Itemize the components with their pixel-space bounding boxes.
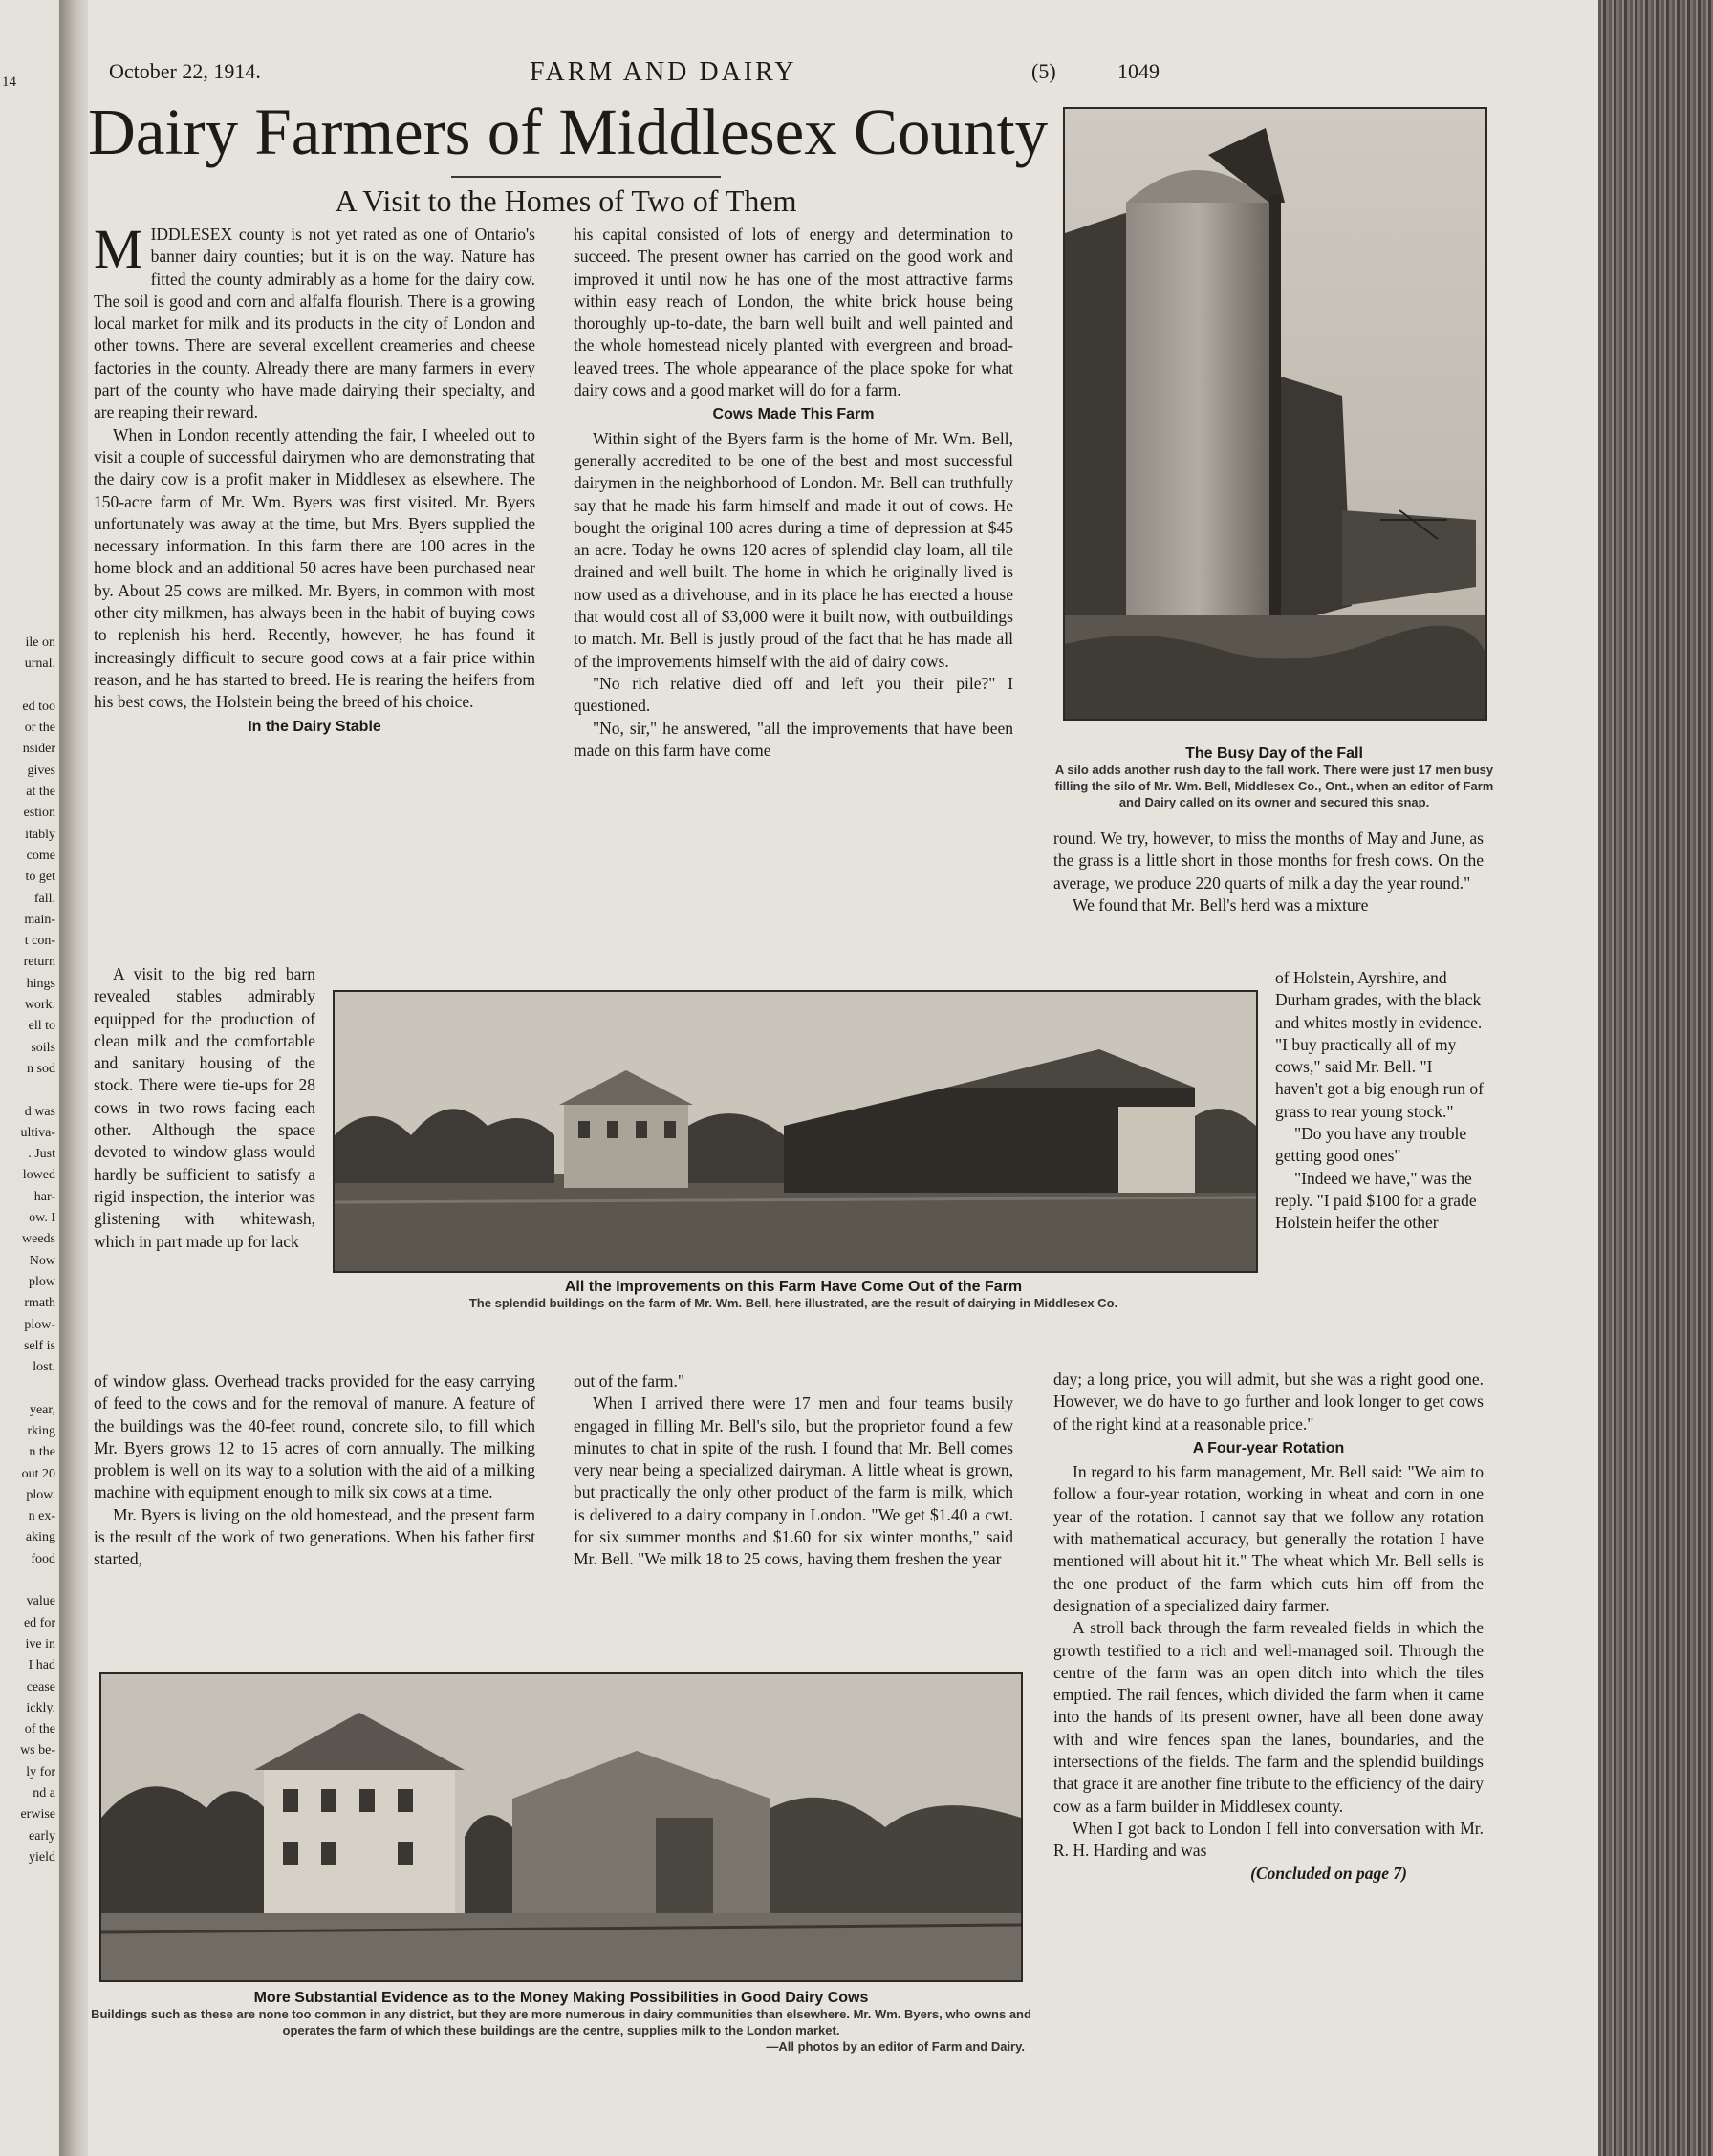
continued-notice: (Concluded on page 7) xyxy=(1250,1863,1407,1883)
margin-fragment: t con- xyxy=(24,934,55,949)
column-3-bottom xyxy=(1053,1369,1484,2018)
margin-fragment: nd a xyxy=(33,1786,55,1801)
margin-fragment: early xyxy=(29,1828,55,1843)
margin-fragment: plow. xyxy=(26,1487,55,1502)
previous-page-number: 14 xyxy=(2,75,16,90)
paragraph: Mr. Byers is living on the old homestead, and the present farm is the result of the work of two generations. When his father first started, xyxy=(94,1504,535,1569)
margin-fragment: aking xyxy=(25,1530,55,1545)
margin-fragment: main- xyxy=(24,912,55,927)
margin-fragment: n sod xyxy=(27,1061,55,1076)
margin-fragment: ow. I xyxy=(29,1211,55,1226)
column-1-top xyxy=(94,218,535,946)
page-header xyxy=(109,57,1485,92)
column-3-top xyxy=(1053,828,1484,967)
drop-cap: M xyxy=(94,218,143,280)
silo-image xyxy=(1065,109,1485,719)
paragraph: When in London recently attending the fair, I wheeled out to visit a couple of successful dairymen who are demonstrating that the dairy cow is a profit maker in Middlesex as elsewhere. The 150-acre farm of Mr. Wm. Byers was first visited. Mr. Byers unfortunately was away at the time, but Mrs. Byers supplied the necessary information. In this farm there are 100 acres in the home block and an additional 50 acres have been purchased near by. About 25 cows are milked. Mr. Byers, in common with most other city milkmen, has always been in the habit of buying cows to replenish his herd. Recently, however, he has found it increasingly difficult to secure good cows at a fair price within reason, and he has started to breed. He is rearing the heifers from his best cows, the Holstein being the breed of his choice. xyxy=(94,424,535,712)
margin-fragment: food xyxy=(31,1551,55,1566)
margin-fragment: at the xyxy=(26,785,55,800)
margin-fragment: plow- xyxy=(24,1317,55,1332)
margin-fragment: lowed xyxy=(22,1168,55,1183)
article-title: Dairy Farmers of Middlesex County xyxy=(88,96,1049,168)
paragraph: A visit to the big red barn revealed stables admirably equipped for the production of clean milk and the comfortable and sanitary housing of the stock. There were tie-ups for 28 cows in two rows facing each other. Although the space devoted to window glass would hardly be sufficient to satisfy a rigid inspection, the interior was glistening with whitewash, which in part made up for lack xyxy=(94,964,315,1251)
article-subtitle: A Visit to the Homes of Two of Them xyxy=(335,183,797,218)
paragraph: "Indeed we have," was the reply. "I paid $100 for a grade Holstein heifer the other xyxy=(1275,1168,1477,1233)
margin-fragment: n the xyxy=(29,1445,55,1460)
paragraph: When I got back to London I fell into conversation with Mr. R. H. Harding and was xyxy=(1053,1818,1484,1861)
byers-farm-image xyxy=(101,1674,1021,1980)
masthead: FARM AND DAIRY xyxy=(530,57,797,87)
margin-fragment: fall. xyxy=(33,891,55,906)
margin-fragment: itably xyxy=(25,827,55,842)
caption-text: The splendid buildings on the farm of Mr. Wm. Bell, here illustrated, are the result of dairying in Middlesex Co. xyxy=(468,1296,1118,1310)
paragraph: "Do you have any trouble getting good ones" xyxy=(1275,1124,1467,1166)
margin-fragment: or the xyxy=(24,721,55,736)
margin-fragment: ickly. xyxy=(26,1700,55,1715)
paragraph: day; a long price, you will admit, but she was a right good one. However, we do have to go further and look longer to get cows of the right kind at a reasonable price." xyxy=(1053,1369,1484,1434)
margin-fragment: nsider xyxy=(22,742,55,757)
margin-fragment: plow xyxy=(29,1274,55,1289)
margin-fragment: ed too xyxy=(22,699,55,714)
margin-fragment xyxy=(0,1080,55,1101)
margin-fragment: ed for xyxy=(23,1615,55,1630)
bell-farm-image xyxy=(335,992,1256,1271)
margin-fragment: of the xyxy=(24,1722,55,1737)
margin-fragment: . Just xyxy=(28,1147,55,1162)
margin-fragment: ile on xyxy=(25,636,55,650)
photo-credit: —All photos by an editor of Farm and Dairy. xyxy=(766,2039,1025,2054)
margin-fragment: soils xyxy=(31,1040,55,1055)
margin-fragment: yield xyxy=(29,1849,55,1865)
margin-fragment: estion xyxy=(23,806,55,821)
subheading-four-year-rotation: A Four-year Rotation xyxy=(1192,1439,1345,1456)
margin-fragment: lost. xyxy=(33,1360,55,1375)
margin-fragment xyxy=(0,676,55,697)
paragraph: his capital consisted of lots of energy and determination to succeed. The present owner has carried on the good work and improved it until now he has one of the most attractive farms within easy reach of London, the white brick house being thoroughly up-to-date, the barn well built and well painted and the whole homestead nicely planted with evergreen and broad-leaved trees. The whole appearance of the place spoke for what dairy cows and a good market will do for a farm. xyxy=(574,225,1013,400)
margin-fragment: ultiva- xyxy=(20,1125,55,1140)
issue-date: October 22, 1914. xyxy=(109,59,261,83)
subheading-cows-made-farm: Cows Made This Farm xyxy=(712,406,875,423)
column-3-narrow xyxy=(1275,967,1484,1369)
margin-fragment: work. xyxy=(24,998,55,1013)
caption-text: Buildings such as these are none too common in any district, but they are more numerous in dairy communities than elsewhere. Mr. Wm. Byers, who owns and operates the farm of which these buildings are the centre, supplies milk to the London market. xyxy=(91,2007,1031,2037)
margin-fragment: rking xyxy=(27,1423,55,1438)
paragraph: When I arrived there were 17 men and four teams busily engaged in filling Mr. Bell's silo, but the proprietor found a few minutes to chat in spite of the rush. I found that Mr. Bell comes very near being a specialized dairyman. A little wheat is grown, but practically the only other product of the farm is milk, which is delivered to a dairy company in London. "We get $1.40 a cwt. for six summer months and $1.60 for six winter months," said Mr. Bell. "We milk 18 to 25 cows, having them freshen the year xyxy=(574,1393,1013,1569)
margin-fragment: ly for xyxy=(26,1764,55,1779)
margin-fragment: rmath xyxy=(24,1296,55,1311)
silo-photo xyxy=(1063,107,1487,721)
title-rule xyxy=(451,176,721,178)
caption-title: The Busy Day of the Fall xyxy=(1185,745,1363,762)
caption-title: All the Improvements on this Farm Have Come Out of the Farm xyxy=(564,1279,1023,1295)
column-2-bottom xyxy=(574,1370,1013,1648)
paragraph: "No, sir," he answered, "all the improvements that have been made on this farm have come xyxy=(574,718,1013,760)
margin-fragment xyxy=(0,1570,55,1591)
margin-fragment: hings xyxy=(26,976,55,991)
column-1-narrow xyxy=(94,963,315,1372)
paragraph: We found that Mr. Bell's herd was a mixture xyxy=(1073,895,1369,915)
section-number: (5) xyxy=(1031,59,1056,83)
previous-page-text-fragments xyxy=(0,633,55,1868)
margin-fragment: urnal. xyxy=(24,657,55,672)
paragraph: In regard to his farm management, Mr. Bell said: "We aim to follow a four-year rotation, working in wheat and corn in one year of the rotation. I cannot say that we follow any rotation with mathematical accuracy, but generally the rotation I have mentioned will about hit it." The wheat which Mr. Bell sells is the one product of the farm which cuts him off from the designation of a specialized dairy farmer. xyxy=(1053,1462,1484,1615)
margin-fragment: cease xyxy=(26,1679,55,1694)
paragraph: of Holstein, Ayrshire, and Durham grades, with the black and whites mostly in evidence. "I buy practically all of my cows," said Mr. Bell. "I haven't got a big enough run of grass to rear young stock." xyxy=(1275,968,1484,1121)
margin-fragment: ive in xyxy=(25,1636,55,1651)
paragraph xyxy=(94,218,535,424)
paragraph: Within sight of the Byers farm is the home of Mr. Wm. Bell, generally accredited to be one of the best and most successful dairymen in the neighborhood of London. Mr. Bell can truthfully say that he made his farm himself and made it out of cows. He bought the original 100 acres during a time of depression at $45 an acre. Today he owns 120 acres of splendid clay loam, all tile drained and well built. The home in which he originally lived is now used as a drivehouse, and in its place he has erected a house that would cost all of $3,000 were it built now, with outbuildings to match. Mr. Bell is justly proud of the fact that he has made all of the improvements himself with the aid of dairy cows. xyxy=(574,428,1013,671)
bell-farm-caption xyxy=(317,1279,1269,1311)
margin-fragment: d was xyxy=(24,1104,55,1119)
column-2-top xyxy=(574,224,1013,967)
margin-fragment: return xyxy=(23,955,55,970)
margin-fragment: weeds xyxy=(22,1232,55,1247)
subheading-dairy-stable: In the Dairy Stable xyxy=(248,718,381,735)
margin-fragment: come xyxy=(26,848,55,863)
margin-fragment: out 20 xyxy=(21,1466,55,1481)
margin-fragment: to get xyxy=(25,870,55,885)
margin-fragment: Now xyxy=(29,1253,55,1268)
margin-fragment: I had xyxy=(28,1658,55,1673)
margin-fragment: n ex- xyxy=(28,1509,55,1524)
margin-fragment: self is xyxy=(23,1338,55,1353)
paragraph: "No rich relative died off and left you their pile?" I questioned. xyxy=(574,673,1013,716)
margin-fragment: gives xyxy=(27,763,55,778)
caption-text: A silo adds another rush day to the fall work. There were just 17 men busy filling the silo of Mr. Wm. Bell, Middlesex Co., Ont., when an editor of Farm and Dairy called on its owner and secured this snap. xyxy=(1054,763,1494,809)
margin-fragment: value xyxy=(26,1594,55,1609)
margin-fragment: erwise xyxy=(20,1807,55,1822)
paragraph: round. We try, however, to miss the months of May and June, as the grass is a little short in those months for fresh cows. On the average, we produce 220 quarts of milk a day the year round." xyxy=(1053,829,1484,893)
book-spine-edge xyxy=(1598,0,1713,2156)
previous-page-edge xyxy=(0,0,61,2156)
byers-farm-photo xyxy=(99,1672,1023,1982)
byers-farm-caption xyxy=(88,1990,1034,2055)
margin-fragment: year, xyxy=(29,1402,55,1417)
margin-fragment: har- xyxy=(33,1189,55,1204)
paragraph: A stroll back through the farm revealed fields in which the growth testified to a rich and well-managed soil. Through the centre of the farm was an open ditch into which the tiles emptied. The rail fences, which divided the farm when it came into the hands of its present owner, have all been done away with and wire fences span the lanes, boundaries, and the intersections of the fields. The farm and the splendid buildings that grace it are another fine tribute to the efficiency of the dairy cow as a farm builder in Middlesex county. xyxy=(1053,1618,1484,1816)
paragraph: of window glass. Overhead tracks provided for the easy carrying of feed to the cows and for the removal of manure. A feature of the buildings was the 40-feet round, concrete silo, to fill which Mr. Byers grows 12 to 15 acres of corn annually. The milking problem is well on its way to a solution with the aid of a milking machine with equipment enough to milk six cows at a time. xyxy=(94,1371,535,1502)
page-number: 1049 xyxy=(1117,59,1160,83)
bell-farm-photo xyxy=(333,990,1258,1273)
margin-fragment xyxy=(0,1378,55,1399)
caption-title: More Substantial Evidence as to the Money Making Possibilities in Good Dairy Cows xyxy=(253,1990,869,2006)
column-1-bottom xyxy=(94,1370,535,1648)
margin-fragment: ell to xyxy=(28,1019,55,1034)
newspaper-page xyxy=(88,0,1598,2156)
paragraph: out of the farm." xyxy=(574,1371,684,1391)
margin-fragment: ws be- xyxy=(20,1743,55,1758)
silo-photo-caption xyxy=(1052,745,1497,810)
book-gutter xyxy=(59,0,88,2156)
paragraph-text: IDDLESEX county is not yet rated as one of Ontario's banner dairy counties; but it is on the way. Nature has fitted the county admirably as a home for the dairy cow. The soil is good and corn and alfalfa flourish. There is a growing local market for milk and its products in the city of London and other towns. There are several excellent creameries and cheese factories in the county. Already there are many farmers in every part of the county who have made dairying their specialty, and are reaping their reward. xyxy=(94,225,535,422)
